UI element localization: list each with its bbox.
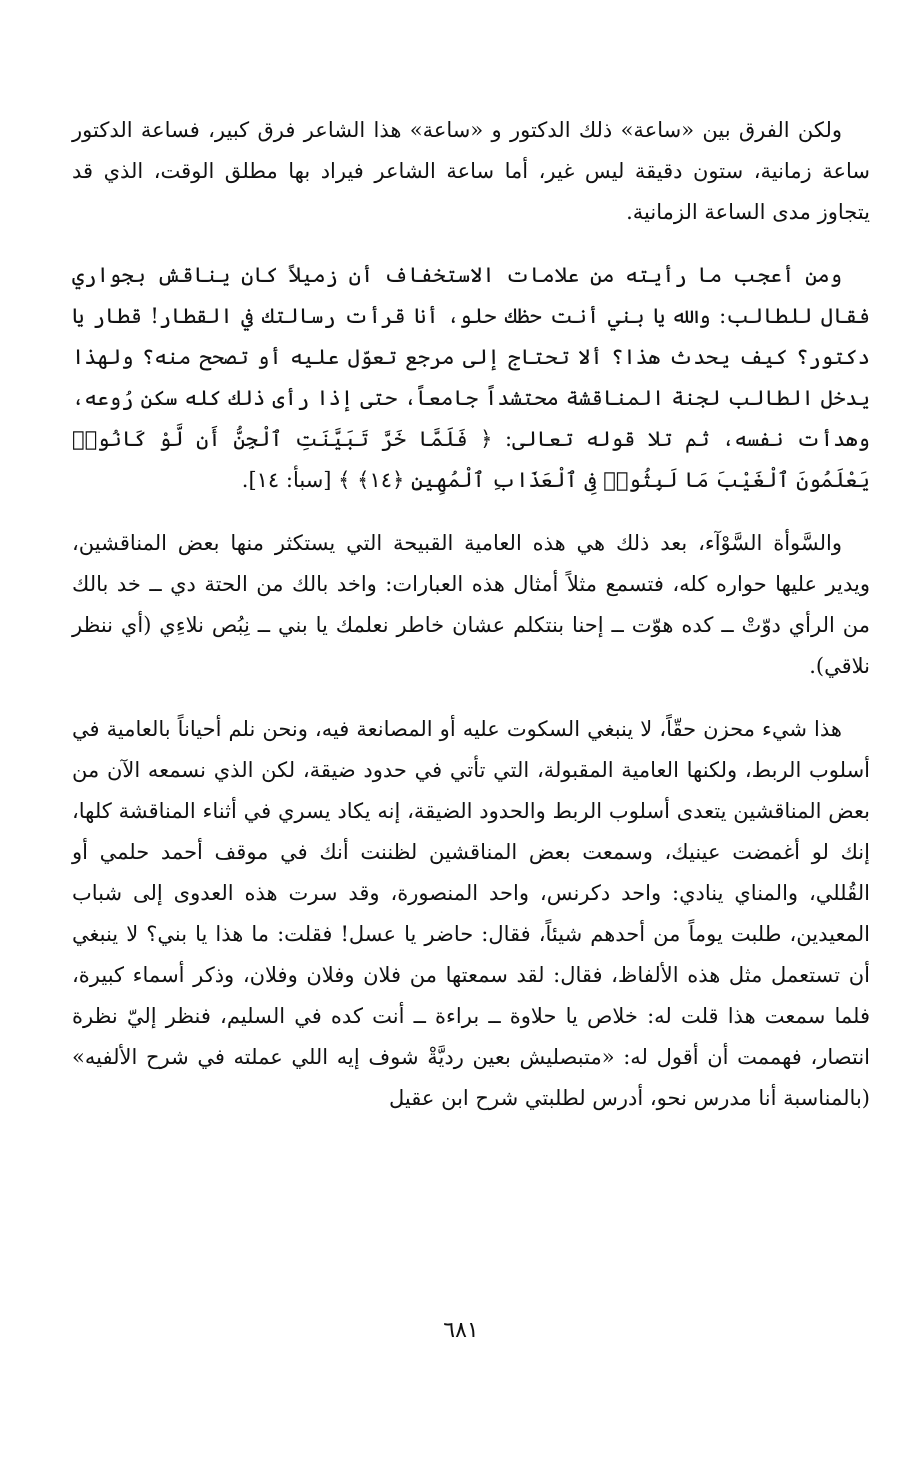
body-text [72, 110, 870, 1137]
paragraph-1: ولكن الفرق بين «ساعة» ذلك الدكتور و «ساعة» هذا الشاعر فرق كبير، فساعة الدكتور ساعة زمانية، ستون دقيقة ليس غير، أما ساعة الشاعر فيراد بها مطلق الوقت، الذي قد يتجاوز مدى الساعة الزمانية. [72, 118, 870, 224]
paragraph-3: والسَّوأة السَّوْآء، بعد ذلك هي هذه العامية القبيحة التي يستكثر منها بعض المناقشين، ويدير عليها حواره كله، فتسمع مثلاً أمثال هذه العبارات: واخد بالك من الحتة دي ــ خد بالك من الرأي دوّتْ ــ كده هوّت ــ إحنا بنتكلم عشان خاطر نعلمك يا بني ــ نِبُص نلاءِي (أي ننظر نلاقي). [72, 531, 870, 678]
page-number: ٦٨١ [443, 1318, 479, 1343]
paragraph-2: ومن أعجب ما رأيته من علامات الاستخفاف أن زميلاً كان يناقش بجواري فقال للطالب: والله يا بني أنت حظك حلو، أنا قرأت رسالتك في القطار! قطار يا دكتور؟ كيف يحدث هذا؟ ألا تحتاج إلى مرجع تعوّل عليه أو تصحح منه؟ ولهذا يدخل الطالب لجنة المناقشة محتشداً جامعاً، حتى إذا رأى ذلك كله سكن رُوعه، وهدأت نفسه، ثم تلا قوله تعالى: ﴿ فَلَمَّا خَرَّ تَبَيَّنَتِ ٱلْجِنُّ أَن لَّوْ كَانُوا۟ يَعْلَمُونَ ٱلْغَيْبَ مَا لَبِثُوا۟ فِى ٱلْعَذَابِ ٱلْمُهِينِ ﴿١٤﴾ ﴾ [سبأ: ١٤]. [72, 263, 870, 492]
paragraph-4: هذا شيء محزن حقّاً، لا ينبغي السكوت عليه أو المصانعة فيه، ونحن نلم أحياناً بالعامية في أسلوب الربط، ولكنها العامية المقبولة، التي تأتي في حدود ضيقة، لكن الذي نسمعه الآن من بعض المناقشين يتعدى أسلوب الربط والحدود الضيقة، إنه يكاد يسري في أثناء المناقشة كلها، إنك لو أغمضت عينيك، وسمعت بعض المناقشين لظننت أنك في موقف أحمد حلمي أو القُللي، والمناي ينادي: واحد دكرنس، واحد المنصورة، وقد سرت هذه العدوى إلى شباب المعيدين، طلبت يوماً من أحدهم شيئاً، فقال: حاضر يا عسل! فقلت: ما هذا يا بني؟ لا ينبغي أن تستعمل مثل هذه الألفاظ، فقال: لقد سمعتها من فلان وفلان وفلان، وذكر أسماء كبيرة، فلما سمعت هذا قلت له: خلاص يا حلاوة ــ براءة ــ أنت كده في السليم، فنظر إليّ نظرة انتصار، فهممت أن أقول له: «متبصليش بعين رديَّةْ شوف إيه اللي عملته في شرح الألفيه» (بالمناسبة أنا مدرس نحو، أدرس لطلبتي شرح ابن عقيل [72, 717, 870, 1110]
